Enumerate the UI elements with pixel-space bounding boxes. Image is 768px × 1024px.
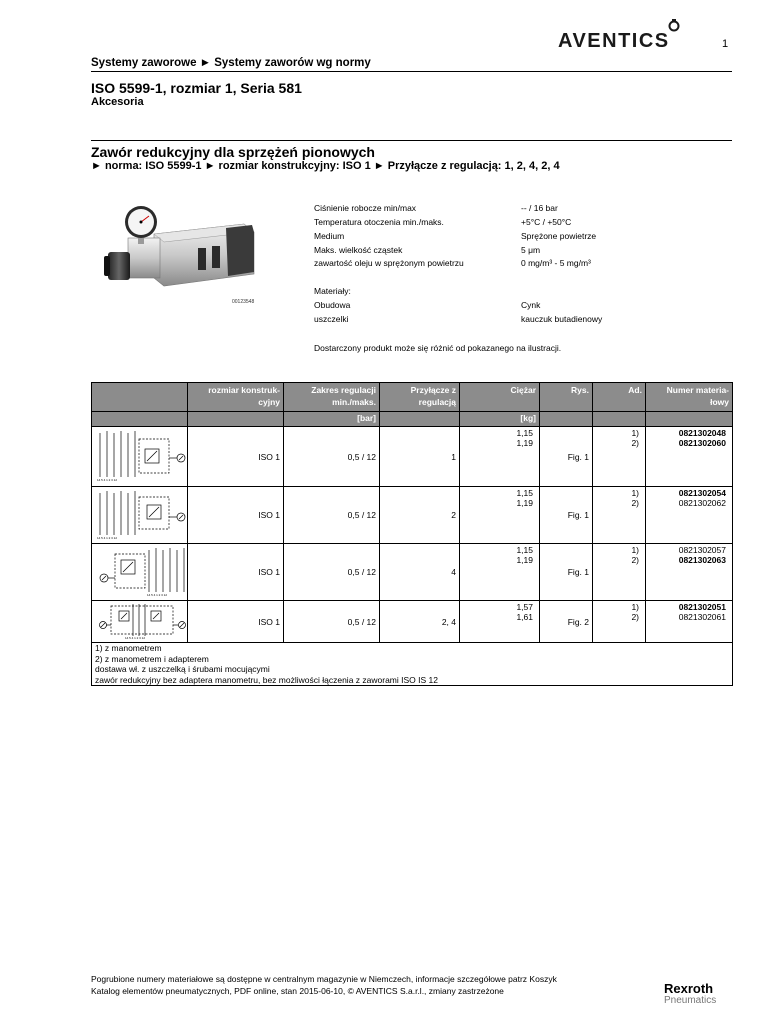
svg-text:14 5 4 1 2 3 12: 14 5 4 1 2 3 12 [147,593,168,597]
size-cell: ISO 1 [188,487,284,544]
unit-cell [593,412,646,427]
weight-a: 1,15 [516,545,533,555]
spec-value: -- / 16 bar [521,203,558,213]
material-label: uszczelki [314,314,349,324]
pneumatic-symbol [92,601,188,643]
range-cell: 0,5 / 12 [284,601,380,643]
spec-value: +5°C / +50°C [521,217,572,227]
weight-b: 1,61 [516,612,533,622]
ad-a: 1) [631,545,639,555]
table-row [92,601,733,643]
unit-cell [380,412,460,427]
range-cell: 0,5 / 12 [284,427,380,487]
material-number-b: 0821302062 [678,498,726,508]
aventics-logo-mark-icon [668,19,680,33]
footnote: zawór redukcyjny bez adaptera manometru, bez możliwości łączenia z zaworami ISO IS 12 [95,674,438,685]
material-number-b: 0821302060 [678,438,726,448]
fig-cell: Fig. 1 [540,487,593,544]
weight-a: 1,15 [516,488,533,498]
fig-cell: Fig. 1 [540,427,593,487]
material-number-a: 0821302054 [678,488,726,498]
spec-value: 5 μm [521,245,541,255]
col-header-symbol [92,383,188,412]
page-subtitle: Akcesoria [91,96,144,108]
spec-label: Ciśnienie robocze min/max [314,203,417,213]
ad-b: 2) [631,555,639,565]
ad-b: 2) [631,498,639,508]
table-row [92,544,733,601]
unit-cell [540,412,593,427]
fig-cell: Fig. 2 [540,601,593,643]
section-title: Zawór redukcyjny dla sprzężeń pionowych [91,144,375,160]
unit-cell [646,412,733,427]
table-row [92,427,733,487]
range-cell: 0,5 / 12 [284,544,380,601]
spec-label: Maks. wielkość cząstek [314,245,403,255]
material-number-b: 0821302063 [678,555,726,565]
col-header-port: Przyłącze z regulacją [380,383,460,412]
weight-b: 1,19 [516,438,533,448]
material-number-b: 0821302061 [678,612,726,622]
header-divider [91,71,732,72]
spec-label: zawartość oleju w sprężonym powietrzu [314,258,464,268]
port-cell: 2, 4 [380,601,460,643]
material-label: Obudowa [314,300,351,310]
footnotes-row [92,643,733,686]
unit-cell [92,412,188,427]
section-divider [91,140,732,141]
footer-text [91,974,557,997]
port-cell: 1 [380,427,460,487]
col-header-weight: Ciężar [460,383,540,412]
ad-b: 2) [631,438,639,448]
svg-text:14 5 4 1 2 3 12: 14 5 4 1 2 3 12 [97,536,118,540]
spec-value: 0 mg/m³ - 5 mg/m³ [521,258,591,268]
weight-a: 1,15 [516,428,533,438]
footer-line: Katalog elementów pneumatycznych, PDF online, stan 2015-06-10, © AVENTICS S.a.r.l., zmiany zastrzeżone [91,985,504,996]
footnote: 2) z manometrem i adapterem [95,653,209,664]
aventics-logo: AVENTICS [558,30,670,52]
product-table [91,382,733,686]
ad-a: 1) [631,602,639,612]
spec-label: Medium [314,231,345,241]
material-value: kauczuk butadienowy [521,314,603,324]
col-header-range: Zakres regulacji min./maks. [284,383,380,412]
unit-cell [188,412,284,427]
size-cell: ISO 1 [188,601,284,643]
range-cell: 0,5 / 12 [284,487,380,544]
ad-a: 1) [631,488,639,498]
footnote: 1) z manometrem [95,643,162,653]
material-value: Cynk [521,300,541,310]
pneumatic-symbol [92,427,188,487]
svg-text:14 5 4 1 2 3 12: 14 5 4 1 2 3 12 [125,636,146,640]
materials-heading: Materiały: [314,286,351,296]
footer-line: Pogrubione numery materiałowe są dostępne w centralnym magazynie w Niemczech, informacje szczegółowe patrz Koszyk [91,974,557,984]
page-number: 1 [722,38,729,50]
ad-a: 1) [631,428,639,438]
footnote: dostawa wł. z uszczelką i śrubami mocującymi [95,664,270,674]
material-number-a: 0821302051 [678,602,726,612]
breadcrumb: Systemy zaworowe ► Systemy zaworów wg normy [91,57,371,69]
col-header-material: Numer materia-łowy [646,383,733,412]
image-code: 00123548 [232,299,255,305]
port-cell: 4 [380,544,460,601]
footnotes [92,643,733,686]
fig-cell: Fig. 1 [540,544,593,601]
weight-b: 1,19 [516,498,533,508]
pneumatic-symbol [92,544,188,601]
weight-a: 1,57 [516,602,533,612]
spec-label: Temperatura otoczenia min./maks. [314,217,444,227]
table-row [92,487,733,544]
rexroth-logo: Rexroth [664,981,714,996]
norm-line: ► norma: ISO 5599-1 ► rozmiar konstrukcyjny: ISO 1 ► Przyłącze z regulacją: 1, 2, 4, 2, 4 [91,160,560,172]
rexroth-sub: Pneumatics [664,995,717,1006]
svg-text:14 5 4 1 2 3 12: 14 5 4 1 2 3 12 [97,478,118,482]
col-header-size: rozmiar konstruk-cyjny [188,383,284,412]
spec-value: Sprężone powietrze [521,231,597,241]
product-photo [94,204,260,300]
delivery-note: Dostarczony produkt może się różnić od pokazanego na ilustracji. [314,343,562,353]
port-cell: 2 [380,487,460,544]
weight-b: 1,19 [516,555,533,565]
unit-weight: [kg] [460,412,540,427]
unit-range: [bar] [284,412,380,427]
col-header-fig: Rys. [540,383,593,412]
pneumatic-symbol [92,487,188,544]
page-title: ISO 5599-1, rozmiar 1, Seria 581 [91,80,302,96]
ad-b: 2) [631,612,639,622]
material-number-a: 0821302057 [678,545,726,555]
size-cell: ISO 1 [188,544,284,601]
col-header-ad: Ad. [593,383,646,412]
material-number-a: 0821302048 [678,428,726,438]
size-cell: ISO 1 [188,427,284,487]
